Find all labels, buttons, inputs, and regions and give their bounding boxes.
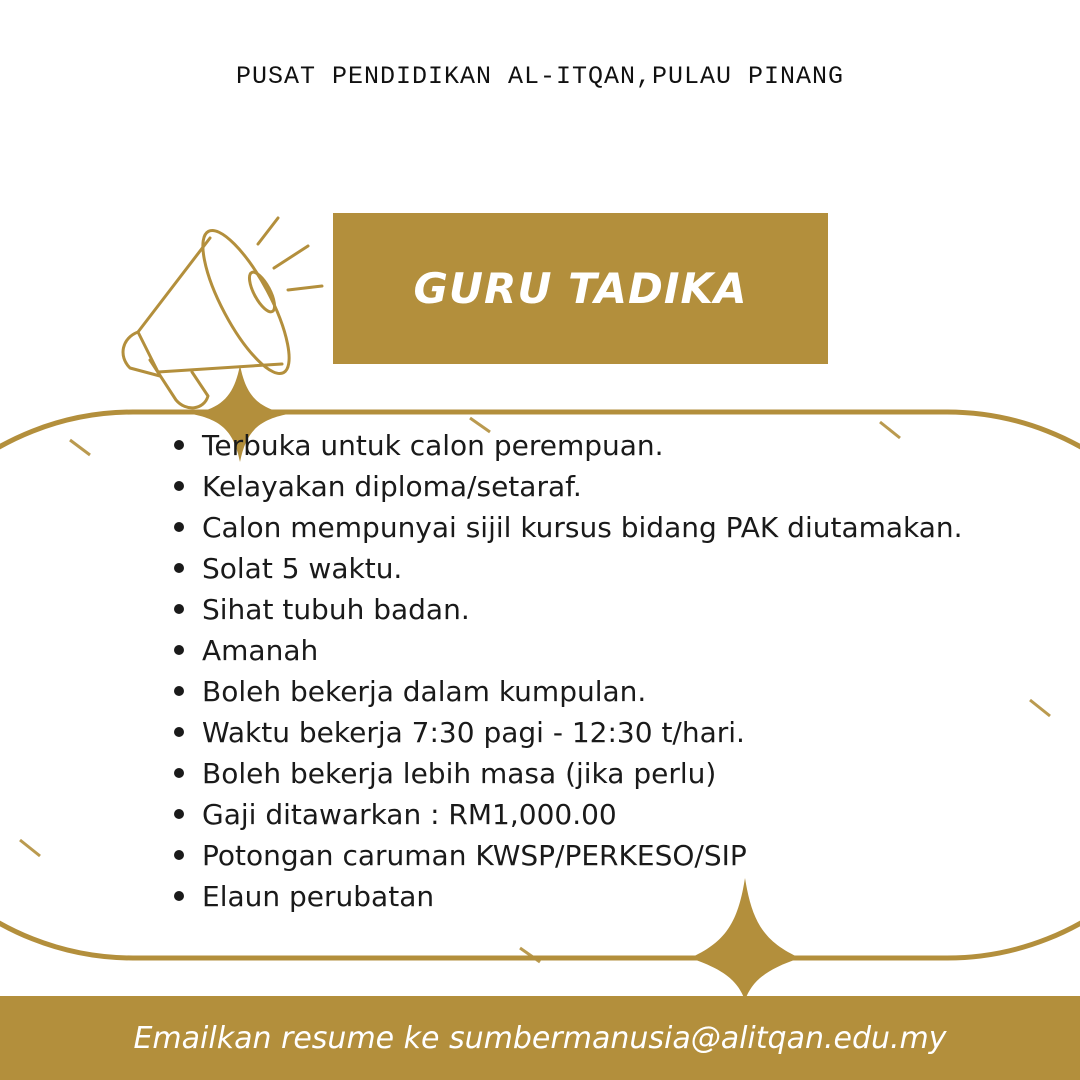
- list-item: [172, 630, 1052, 671]
- bullet-icon: [174, 645, 184, 655]
- job-title-banner: [333, 213, 828, 364]
- requirement-text: Boleh bekerja dalam kumpulan.: [202, 675, 647, 708]
- bullet-icon: [174, 850, 184, 860]
- bullet-icon: [174, 604, 184, 614]
- bullet-icon: [174, 809, 184, 819]
- requirement-text: Sihat tubuh badan.: [202, 593, 470, 626]
- footer-bar: [0, 996, 1080, 1080]
- bullet-icon: [174, 686, 184, 696]
- list-item: [172, 712, 1052, 753]
- requirement-text: Solat 5 waktu.: [202, 552, 403, 585]
- bullet-icon: [174, 891, 184, 901]
- requirement-text: Terbuka untuk calon perempuan.: [202, 429, 664, 462]
- job-title: GURU TADIKA: [413, 264, 748, 313]
- requirements-list: [172, 425, 1052, 917]
- list-item: [172, 671, 1052, 712]
- footer-email-text: Emailkan resume ke sumbermanusia@alitqan.edu.my: [133, 1020, 947, 1056]
- list-item: [172, 548, 1052, 589]
- requirement-text: Kelayakan diploma/setaraf.: [202, 470, 582, 503]
- organization-title: PUSAT PENDIDIKAN AL-ITQAN,PULAU PINANG: [235, 62, 845, 91]
- requirement-text: Boleh bekerja lebih masa (jika perlu): [202, 757, 717, 790]
- list-item: [172, 794, 1052, 835]
- list-item: [172, 753, 1052, 794]
- requirement-text: Elaun perubatan: [202, 880, 435, 913]
- megaphone-icon: [123, 218, 322, 408]
- list-item: [172, 466, 1052, 507]
- bullet-icon: [174, 768, 184, 778]
- bullet-icon: [174, 440, 184, 450]
- requirement-text: Potongan caruman KWSP/PERKESO/SIP: [202, 839, 747, 872]
- requirement-text: Waktu bekerja 7:30 pagi - 12:30 t/hari.: [202, 716, 745, 749]
- requirement-text: Amanah: [202, 634, 319, 667]
- list-item: [172, 876, 1052, 917]
- list-item: [172, 507, 1052, 548]
- bullet-icon: [174, 481, 184, 491]
- bullet-icon: [174, 522, 184, 532]
- list-item: [172, 589, 1052, 630]
- bullet-icon: [174, 727, 184, 737]
- bullet-icon: [174, 563, 184, 573]
- requirement-text: Calon mempunyai sijil kursus bidang PAK diutamakan.: [202, 511, 963, 544]
- list-item: [172, 835, 1052, 876]
- list-item: [172, 425, 1052, 466]
- requirement-text: Gaji ditawarkan : RM1,000.00: [202, 798, 617, 831]
